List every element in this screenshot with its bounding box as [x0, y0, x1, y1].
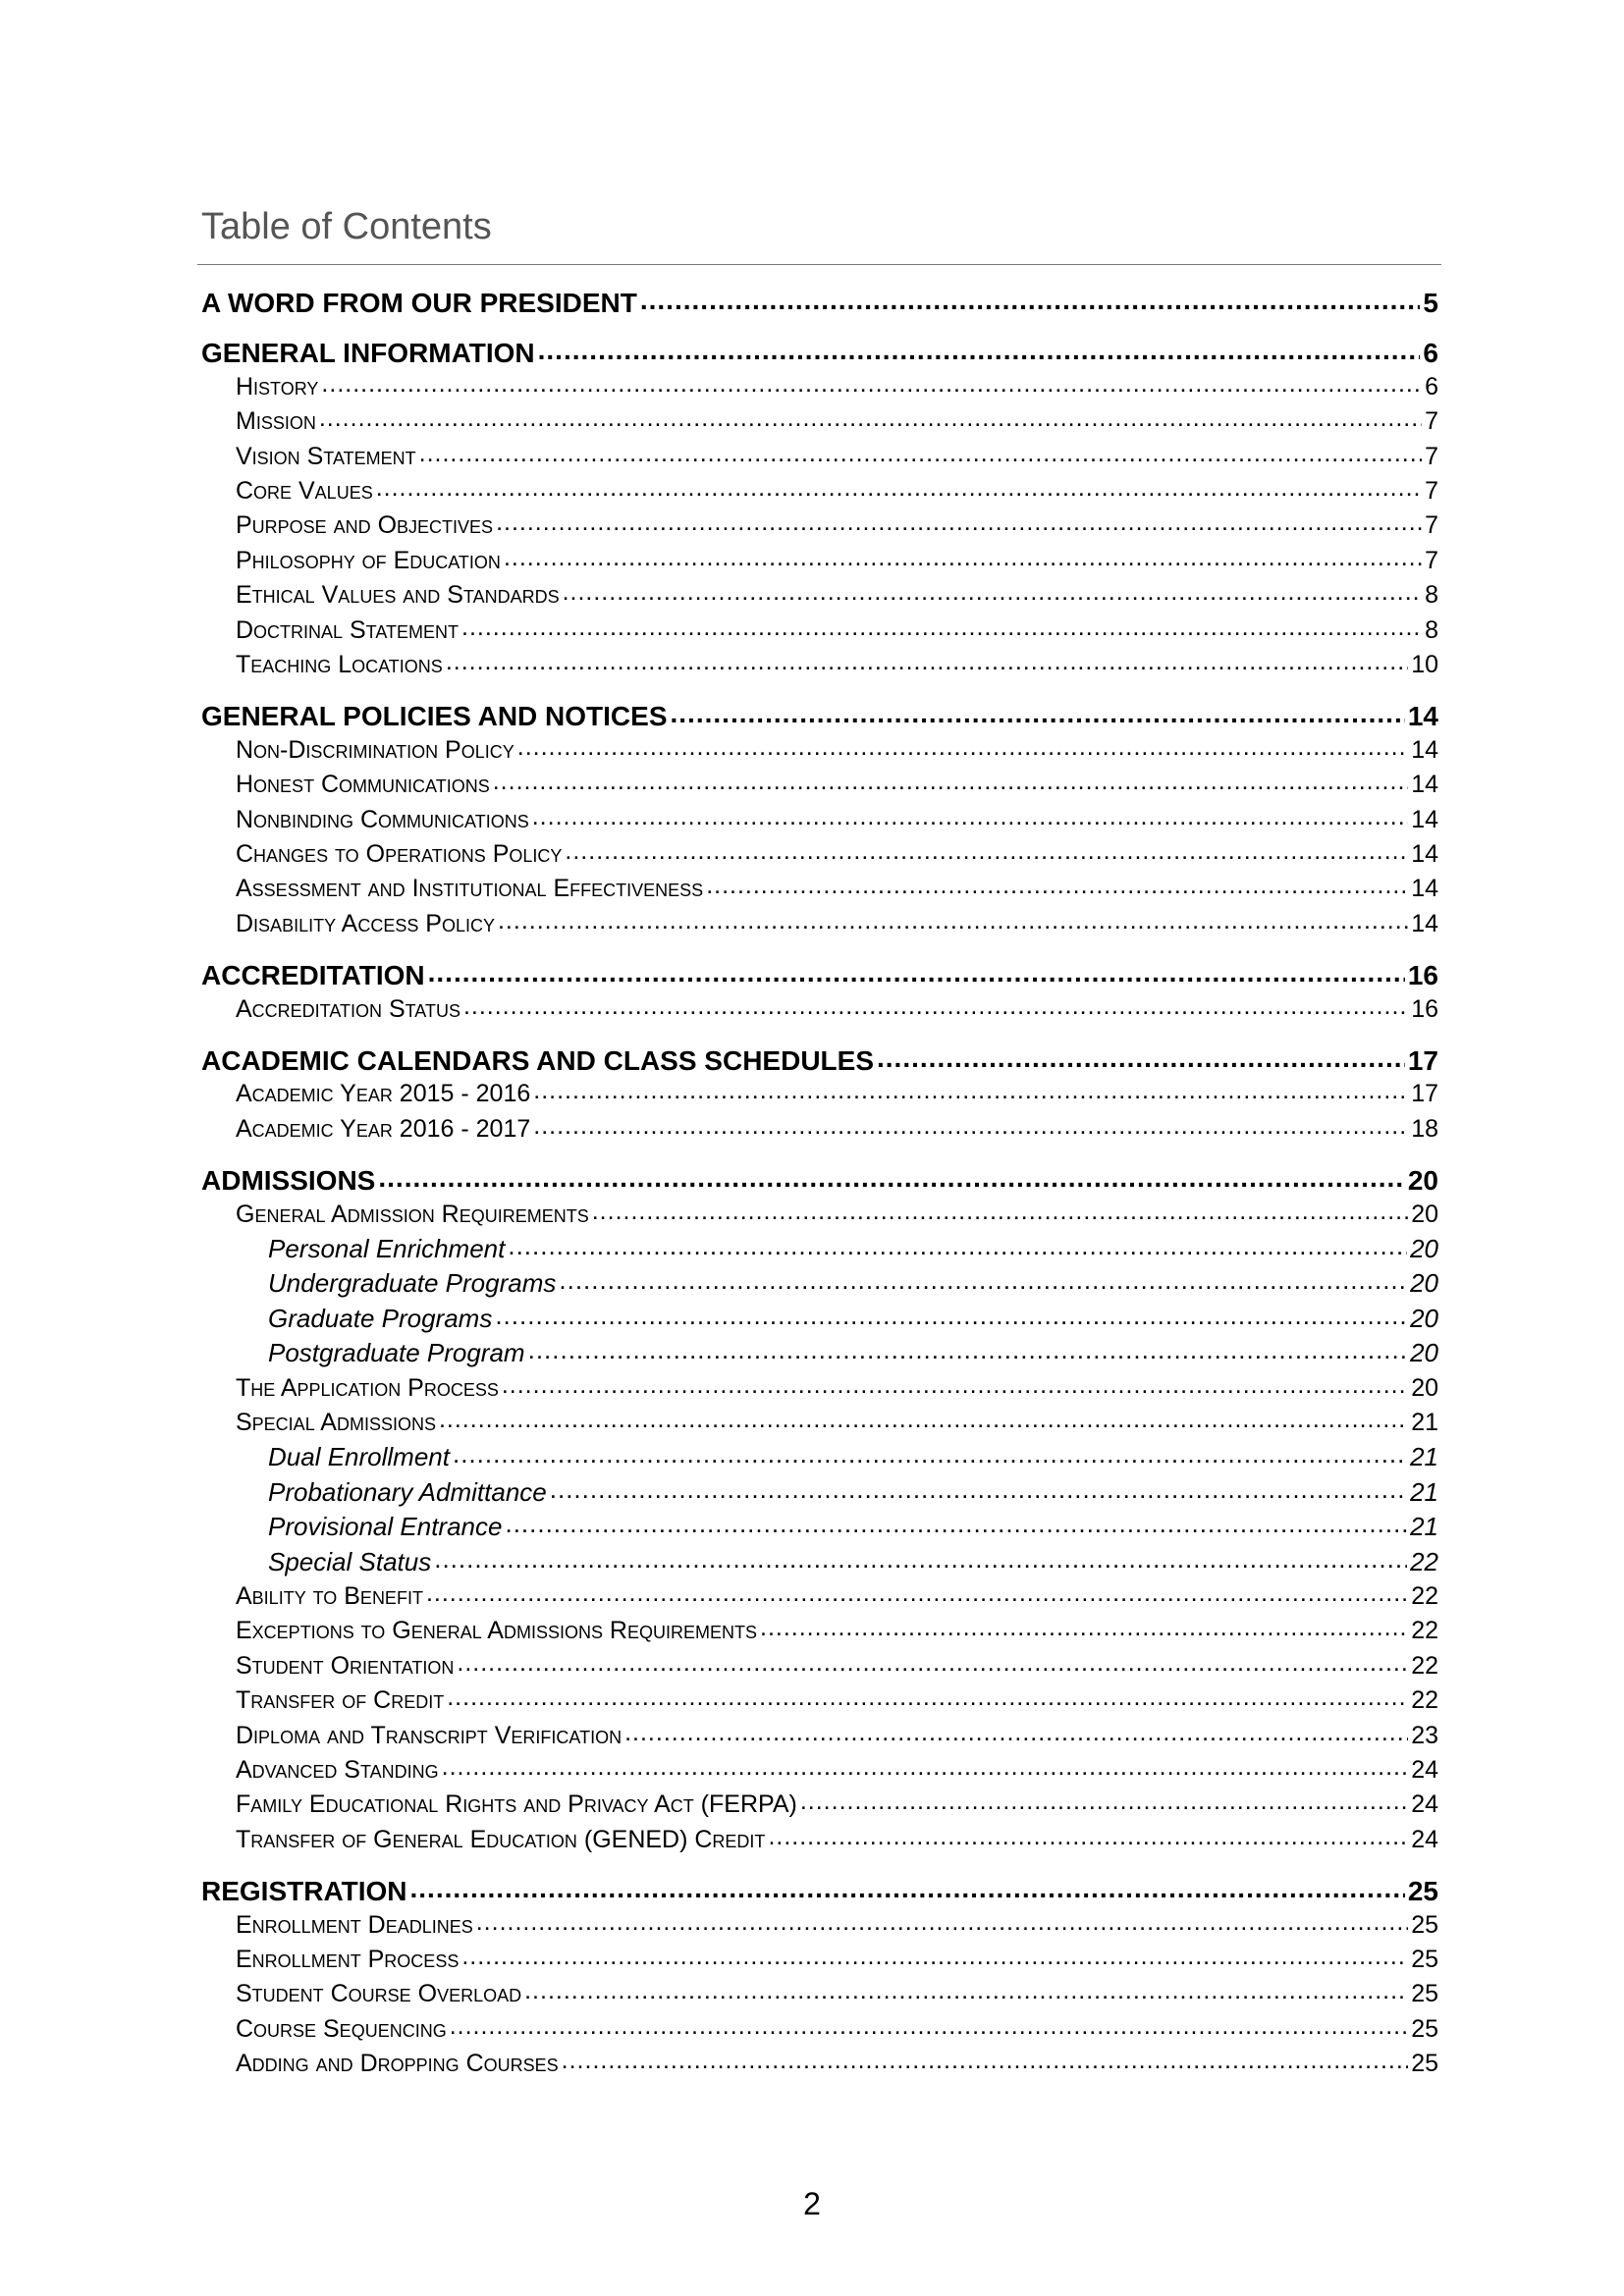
toc-entry-title: Personal Enrichment — [268, 1234, 506, 1263]
dot-leader — [450, 2012, 1408, 2037]
toc-entry-title: Transfer of General Education (GENED) Credit — [236, 1826, 766, 1853]
dot-leader — [538, 335, 1421, 362]
toc-entry-page: 25 — [1407, 1876, 1438, 1906]
toc-entry-level-1[interactable] — [201, 1162, 1438, 1196]
toc-entry-page: 25 — [1411, 1980, 1438, 2007]
dot-leader — [493, 768, 1408, 792]
dot-leader — [463, 992, 1408, 1017]
toc-entry-page: 6 — [1423, 338, 1438, 368]
toc-entry-page: 24 — [1411, 1790, 1438, 1818]
dot-leader — [495, 1302, 1407, 1327]
toc-entry-page: 6 — [1425, 373, 1438, 400]
dot-leader — [442, 1753, 1409, 1778]
toc-entry-level-2[interactable] — [236, 508, 1438, 542]
dot-leader — [533, 1077, 1408, 1101]
toc-entry-title: Disability Access Policy — [236, 910, 495, 937]
page-number: 2 — [803, 2186, 821, 2221]
dot-leader — [457, 1649, 1408, 1674]
toc-entry-title: GENERAL INFORMATION — [201, 338, 535, 368]
toc-entry-title: Vision Statement — [236, 443, 416, 470]
toc-entry-level-2[interactable] — [236, 803, 1438, 836]
toc-entry-page: 18 — [1411, 1115, 1438, 1143]
dot-leader — [378, 1162, 1404, 1190]
toc-entry-title: Mission — [236, 407, 316, 435]
toc-entry-page: 20 — [1411, 1201, 1438, 1228]
toc-entry-page: 23 — [1411, 1722, 1438, 1749]
toc-entry-page: 22 — [1411, 1617, 1438, 1644]
toc-entry-title: Family Educational Rights and Privacy Act (FERPA) — [236, 1790, 797, 1818]
toc-entry-title: GENERAL POLICIES AND NOTICES — [201, 701, 668, 731]
dot-leader — [559, 1266, 1407, 1292]
toc-entry-title: Accreditation Status — [236, 995, 460, 1023]
toc-entry-page: 20 — [1410, 1268, 1438, 1298]
toc-entry-level-2[interactable] — [236, 907, 1438, 940]
toc-entry-page: 7 — [1425, 477, 1438, 505]
toc-entry-level-2[interactable] — [236, 1614, 1438, 1647]
toc-entry-title: Special Admissions — [236, 1409, 436, 1436]
dot-leader — [428, 957, 1405, 985]
toc-entry-level-2[interactable] — [236, 1823, 1438, 1856]
toc-entry-title: Academic Year 2015 - 2016 — [236, 1080, 531, 1107]
dot-leader — [505, 1510, 1407, 1535]
toc-entry-level-2[interactable] — [236, 1977, 1438, 2010]
toc-entry-level-2[interactable] — [236, 1198, 1438, 1231]
toc-entry-level-2[interactable] — [236, 872, 1438, 905]
toc-entry-title: ACCREDITATION — [201, 960, 425, 990]
toc-entry-level-3[interactable] — [268, 1232, 1438, 1265]
page-title: Table of Contents — [201, 206, 492, 247]
toc-entry-title: Non-Discrimination Policy — [236, 736, 514, 764]
toc-entry-level-3[interactable] — [268, 1266, 1438, 1300]
toc-entry-page: 24 — [1411, 1826, 1438, 1853]
dot-leader — [376, 474, 1422, 499]
toc-entry-title: General Admission Requirements — [236, 1201, 589, 1228]
dot-leader — [532, 803, 1408, 828]
dot-leader — [453, 1440, 1407, 1466]
toc-entry-page: 25 — [1411, 1911, 1438, 1939]
toc-entry-level-3[interactable] — [268, 1336, 1438, 1369]
dot-leader — [319, 404, 1422, 429]
dot-leader — [524, 1977, 1408, 2002]
dot-leader — [419, 440, 1422, 464]
toc-entry-level-1[interactable] — [201, 285, 1438, 318]
dot-leader — [426, 1579, 1408, 1604]
dot-leader — [504, 544, 1422, 568]
toc-entry-page: 10 — [1411, 651, 1438, 678]
toc-entry-page: 7 — [1425, 547, 1438, 574]
toc-entry-title: Undergraduate Programs — [268, 1268, 557, 1298]
toc-entry-page: 24 — [1411, 1756, 1438, 1784]
toc-entry-level-1[interactable] — [201, 1042, 1438, 1076]
toc-entry-page: 16 — [1407, 960, 1438, 990]
toc-entry-page: 14 — [1407, 701, 1438, 731]
toc-entry-level-2[interactable] — [236, 2012, 1438, 2046]
toc-entry-title: Graduate Programs — [268, 1304, 493, 1333]
toc-entry-title: Advanced Standing — [236, 1756, 439, 1784]
toc-entry-page: 22 — [1411, 1582, 1438, 1610]
toc-entry-level-2[interactable] — [236, 1908, 1438, 1942]
dot-leader — [562, 2047, 1409, 2071]
toc-entry-page: 22 — [1410, 1547, 1438, 1576]
dot-leader — [461, 1943, 1408, 1967]
dot-leader — [760, 1614, 1408, 1638]
dot-leader — [768, 1823, 1408, 1847]
toc-entry-level-2[interactable] — [236, 440, 1438, 473]
dot-leader — [321, 370, 1422, 395]
toc-entry-level-2[interactable] — [236, 733, 1438, 767]
toc-entry-page: 21 — [1410, 1442, 1438, 1471]
toc-entry-title: A WORD FROM OUR PRESIDENT — [201, 288, 637, 318]
toc-entry-level-2[interactable] — [236, 370, 1438, 403]
toc-entry-level-2[interactable] — [236, 992, 1438, 1026]
toc-entry-title: Dual Enrollment — [268, 1442, 450, 1471]
toc-entry-page: 14 — [1411, 736, 1438, 764]
toc-entry-level-2[interactable] — [236, 1719, 1438, 1752]
toc-entry-page: 7 — [1425, 443, 1438, 470]
toc-entry-title: Ability to Benefit — [236, 1582, 423, 1610]
dot-leader — [640, 285, 1421, 312]
toc-entry-title: Doctrinal Statement — [236, 616, 460, 644]
toc-entry-title: Core Values — [236, 477, 373, 505]
toc-entry-level-2[interactable] — [236, 1406, 1438, 1439]
toc-entry-page: 20 — [1410, 1338, 1438, 1367]
toc-entry-level-1[interactable] — [201, 698, 1438, 731]
toc-entry-level-2[interactable] — [236, 768, 1438, 801]
toc-entry-page: 22 — [1411, 1652, 1438, 1680]
toc-entry-title: Honest Communications — [236, 771, 490, 798]
toc-entry-page: 25 — [1411, 2015, 1438, 2043]
dot-leader — [800, 1788, 1408, 1812]
toc-entry-title: Adding and Dropping Courses — [236, 2050, 559, 2077]
dot-leader — [624, 1719, 1408, 1743]
toc-entry-title: History — [236, 373, 319, 400]
dot-leader — [439, 1406, 1408, 1430]
toc-entry-title: Philosophy of Education — [236, 547, 501, 574]
toc-entry-page: 7 — [1425, 511, 1438, 539]
toc-entry-title: Provisional Entrance — [268, 1512, 503, 1541]
toc-entry-title: Diploma and Transcript Verification — [236, 1722, 623, 1749]
toc-entry-level-2[interactable] — [236, 1683, 1438, 1717]
toc-entry-title: Probationary Admittance — [268, 1477, 547, 1507]
toc-entry-title: The Application Process — [236, 1374, 499, 1402]
toc-entry-page: 25 — [1411, 1946, 1438, 1973]
dot-leader — [550, 1475, 1407, 1501]
toc-entry-level-1[interactable] — [201, 1873, 1438, 1906]
toc-entry-level-2[interactable] — [236, 837, 1438, 871]
toc-entry-page: 14 — [1411, 806, 1438, 833]
toc-entry-title: ADMISSIONS — [201, 1165, 376, 1196]
toc-entry-title: Assessment and Institutional Effectiveness — [236, 875, 704, 902]
dot-leader — [502, 1371, 1408, 1396]
toc-entry-level-2[interactable] — [236, 1112, 1438, 1146]
dot-leader — [563, 578, 1423, 603]
dot-leader — [508, 1232, 1407, 1257]
toc-entry-title: Enrollment Deadlines — [236, 1911, 473, 1939]
toc-entry-page: 14 — [1411, 771, 1438, 798]
toc-entry-level-1[interactable] — [201, 335, 1438, 368]
toc-entry-title: Academic Year 2016 - 2017 — [236, 1115, 531, 1143]
toc-entry-title: REGISTRATION — [201, 1876, 407, 1906]
toc-entry-page: 21 — [1410, 1512, 1438, 1541]
toc-entry-level-2[interactable] — [236, 1943, 1438, 1976]
dot-leader — [528, 1336, 1407, 1362]
toc-entry-title: Course Sequencing — [236, 2015, 447, 2043]
dot-leader — [434, 1545, 1407, 1571]
toc-entry-title: Teaching Locations — [236, 651, 443, 678]
toc-entry-page: 22 — [1411, 1686, 1438, 1714]
toc-entry-level-2[interactable] — [236, 1649, 1438, 1682]
toc-entry-page: 14 — [1411, 840, 1438, 868]
toc-entry-page: 20 — [1407, 1165, 1438, 1196]
dot-leader — [877, 1042, 1405, 1070]
toc-entry-page: 21 — [1410, 1477, 1438, 1507]
dot-leader — [671, 698, 1405, 725]
toc-entry-title: ACADEMIC CALENDARS AND CLASS SCHEDULES — [201, 1045, 874, 1076]
toc-entry-level-3[interactable] — [268, 1475, 1438, 1509]
toc-entry-page: 8 — [1425, 581, 1438, 609]
toc-entry-page: 16 — [1411, 995, 1438, 1023]
toc-entry-level-2[interactable] — [236, 614, 1438, 647]
toc-entry-page: 20 — [1411, 1374, 1438, 1402]
toc-entry-level-2[interactable] — [236, 1371, 1438, 1405]
dot-leader — [446, 648, 1408, 672]
toc-entry-page: 14 — [1411, 875, 1438, 902]
toc-entry-page: 17 — [1407, 1045, 1438, 1076]
toc-entry-page: 5 — [1423, 288, 1438, 318]
dot-leader — [706, 872, 1408, 896]
toc-entry-level-2[interactable] — [236, 578, 1438, 612]
toc-entry-level-2[interactable] — [236, 1077, 1438, 1110]
toc-entry-title: Postgraduate Program — [268, 1338, 525, 1367]
toc-entry-level-3[interactable] — [268, 1302, 1438, 1335]
toc-entry-level-2[interactable] — [236, 1579, 1438, 1613]
toc-entry-level-2[interactable] — [236, 1753, 1438, 1787]
dot-leader — [517, 733, 1408, 758]
toc-entry-title: Transfer of Credit — [236, 1686, 445, 1714]
toc-entry-title: Student Course Overload — [236, 1980, 522, 2007]
toc-entry-title: Student Orientation — [236, 1652, 455, 1680]
dot-leader — [496, 508, 1422, 533]
toc-entry-level-2[interactable] — [236, 1788, 1438, 1821]
toc-entry-level-2[interactable] — [236, 648, 1438, 681]
toc-entry-level-3[interactable] — [268, 1440, 1438, 1473]
toc-entry-page: 20 — [1410, 1304, 1438, 1333]
toc-entry-title: Special Status — [268, 1547, 432, 1576]
toc-entry-page: 21 — [1411, 1409, 1438, 1436]
dot-leader — [409, 1873, 1404, 1900]
toc-entry-page: 14 — [1411, 910, 1438, 937]
dot-leader — [447, 1683, 1408, 1708]
toc-entry-level-3[interactable] — [268, 1510, 1438, 1543]
toc-entry-title: Exceptions to General Admissions Requirements — [236, 1617, 757, 1644]
dot-leader — [461, 614, 1422, 638]
toc-entry-title: Nonbinding Communications — [236, 806, 529, 833]
toc-entry-page: 8 — [1425, 616, 1438, 644]
toc-entry-page: 20 — [1410, 1234, 1438, 1263]
toc-entry-level-3[interactable] — [268, 1545, 1438, 1578]
dot-leader — [498, 907, 1408, 932]
toc-entry-title: Enrollment Process — [236, 1946, 460, 1973]
toc-entry-title: Changes to Operations Policy — [236, 840, 563, 868]
toc-entry-page: 17 — [1411, 1080, 1438, 1107]
toc-entry-level-1[interactable] — [201, 957, 1438, 990]
dot-leader — [592, 1198, 1408, 1222]
dot-leader — [565, 837, 1408, 862]
toc-entry-level-2[interactable] — [236, 2047, 1438, 2080]
dot-leader — [533, 1112, 1408, 1137]
toc-entry-level-2[interactable] — [236, 474, 1438, 507]
toc-entry-page: 7 — [1425, 407, 1438, 435]
toc-entry-level-2[interactable] — [236, 544, 1438, 577]
toc-entry-level-2[interactable] — [236, 404, 1438, 438]
toc-entry-title: Purpose and Objectives — [236, 511, 494, 539]
toc-entry-title: Ethical Values and Standards — [236, 581, 560, 609]
dot-leader — [476, 1908, 1408, 1933]
toc-entry-page: 25 — [1411, 2050, 1438, 2077]
